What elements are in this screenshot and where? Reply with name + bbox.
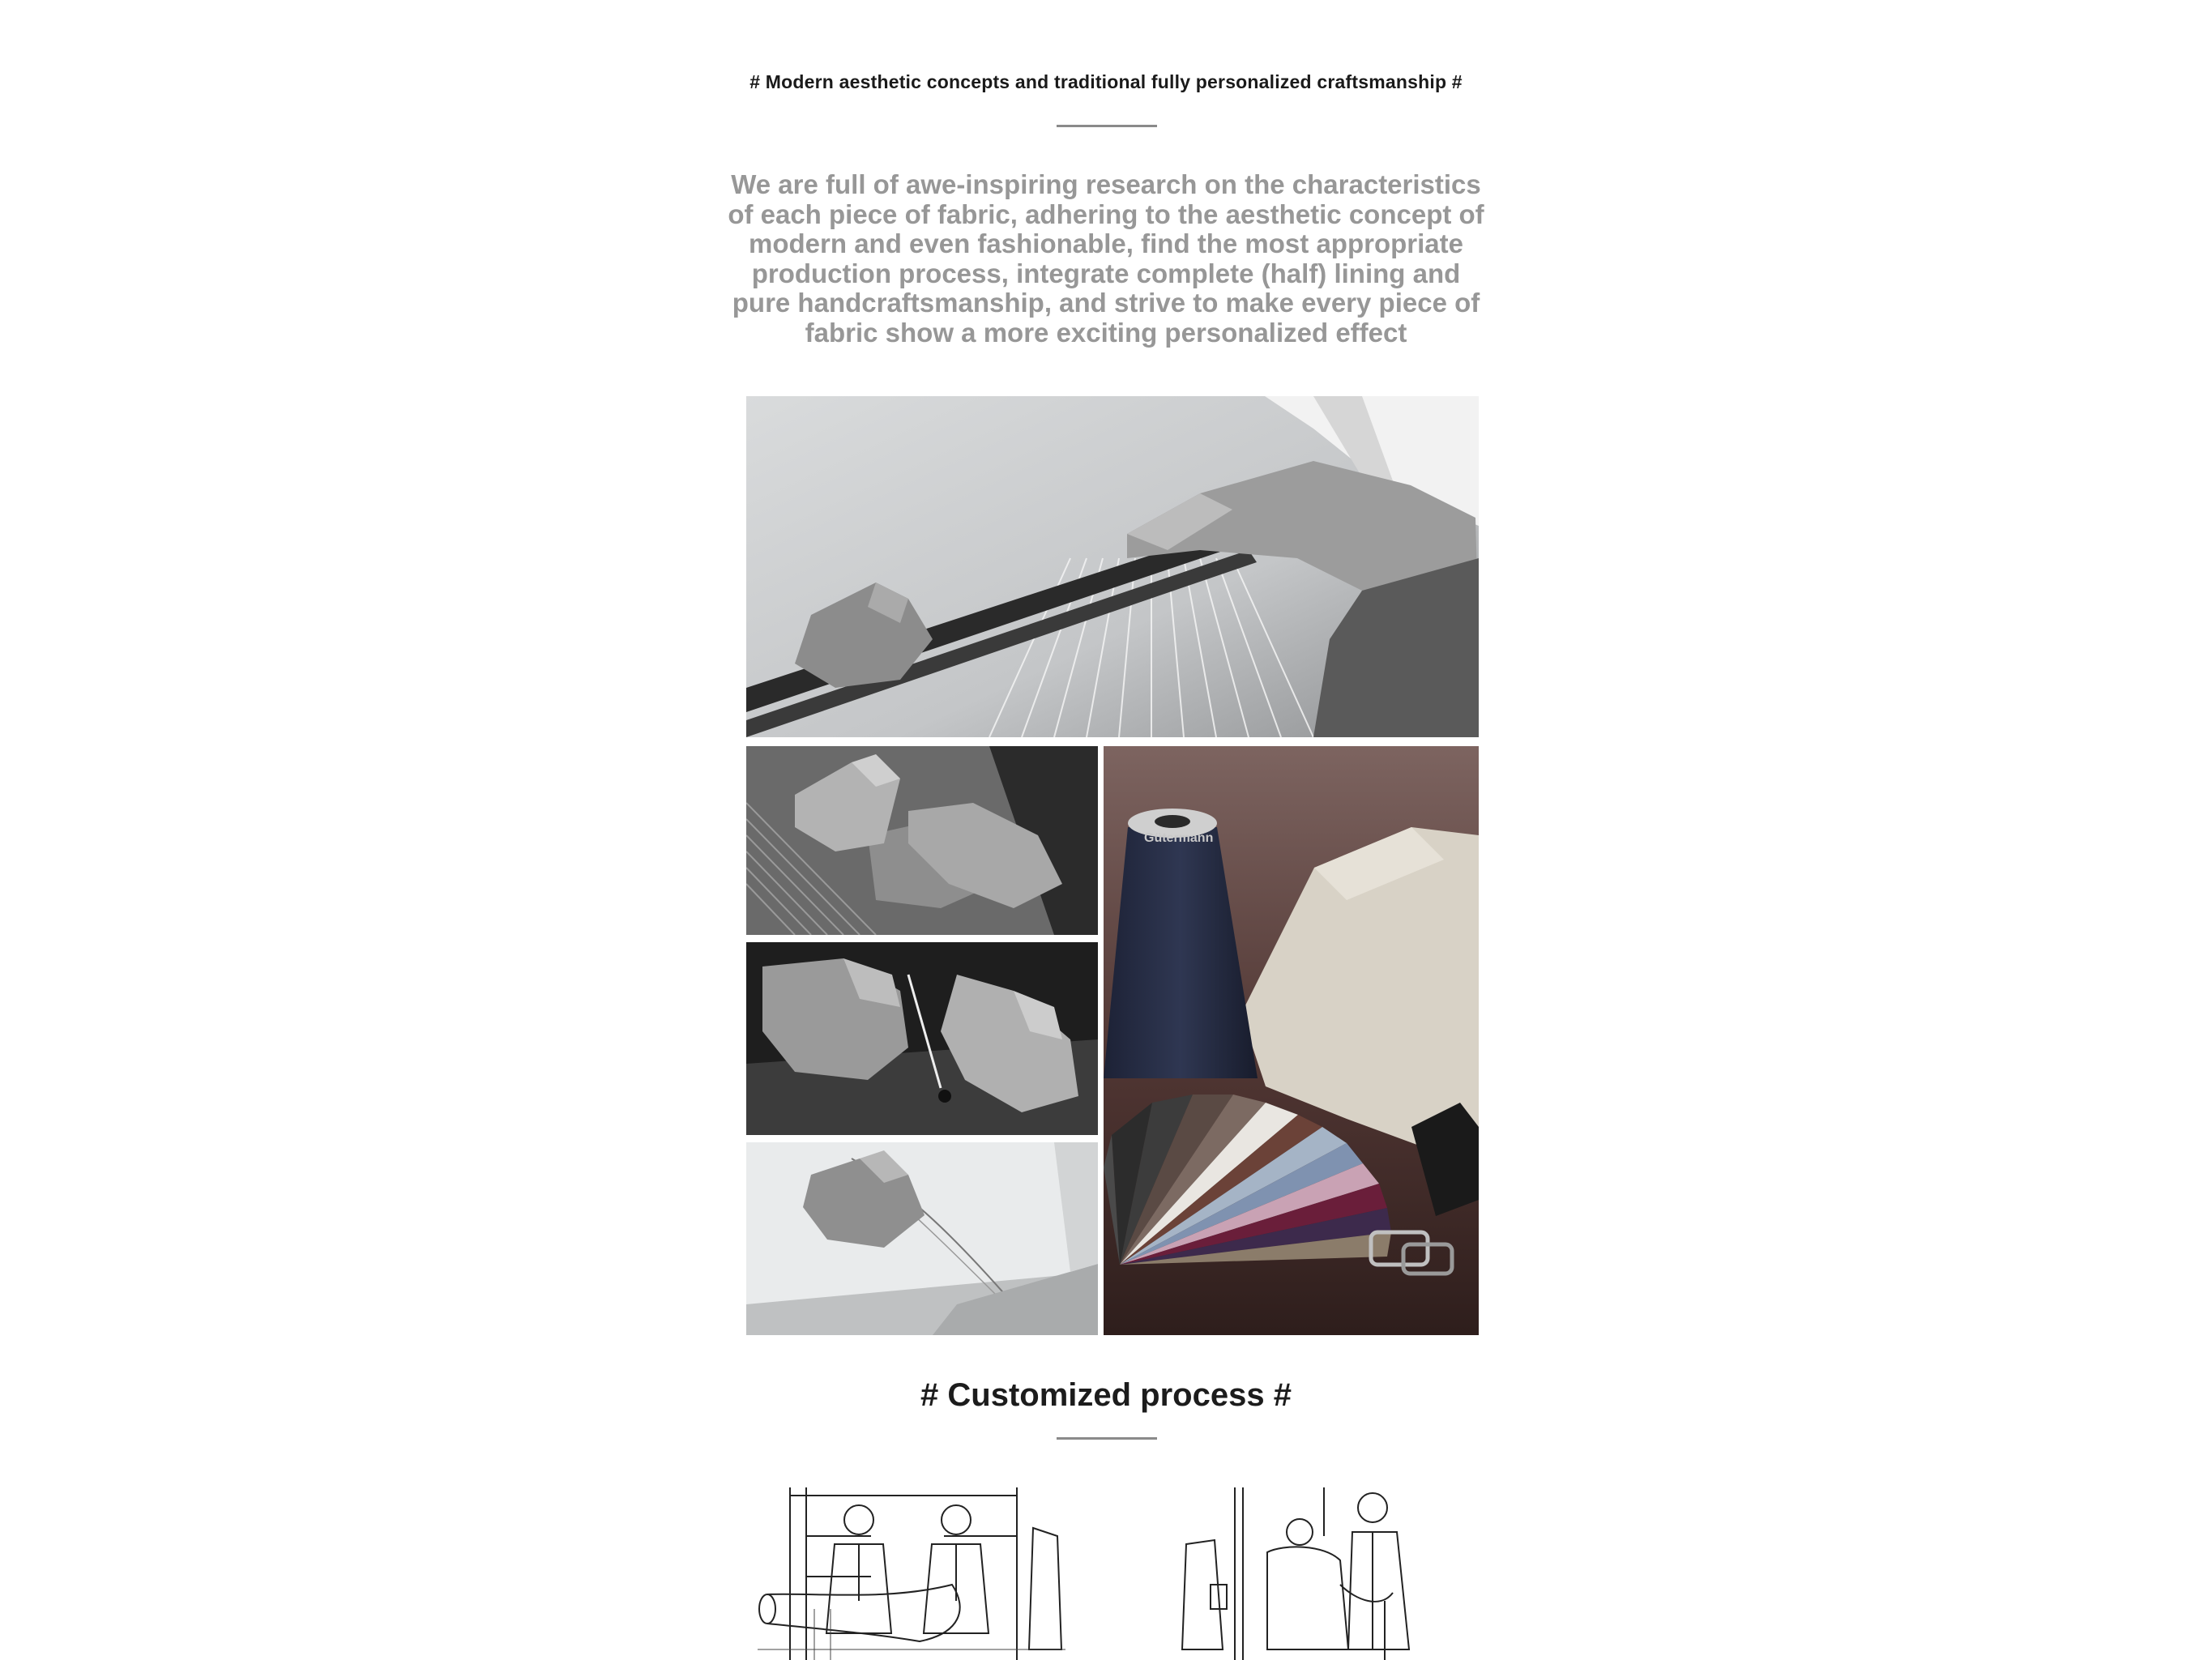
intro-line: of each piece of fabric, adhering to the aesthetic concept of bbox=[728, 198, 1484, 229]
photo-spool-swatches bbox=[1104, 746, 1479, 1335]
intro-line: production process, integrate complete (half) lining and bbox=[751, 258, 1461, 288]
hand-sewing-fabric-icon bbox=[746, 746, 1098, 935]
fabric-selection-sketch-icon bbox=[758, 1487, 1065, 1660]
divider-top bbox=[1057, 125, 1157, 127]
thread-spool-fabric-swatches-icon bbox=[1104, 746, 1479, 1335]
sketch-fabric-selection bbox=[758, 1487, 1065, 1660]
spool-label: Gütermann bbox=[1144, 831, 1214, 845]
section-title-customized-process: # Customized process # bbox=[920, 1377, 1292, 1413]
photo-thread-pulling bbox=[746, 1142, 1098, 1335]
intro-line: fabric show a more exciting personalized effect bbox=[805, 317, 1407, 348]
photo-hand-sewing bbox=[746, 746, 1098, 935]
intro-paragraph bbox=[717, 170, 1495, 348]
intro-line: pure handcraftsmanship, and strive to make every piece of bbox=[732, 288, 1480, 318]
intro-line: modern and even fashionable, find the most appropriate bbox=[749, 228, 1463, 258]
divider-bottom bbox=[1057, 1437, 1157, 1440]
photo-needle-stitching bbox=[746, 942, 1098, 1135]
photo-weaving bbox=[746, 396, 1479, 737]
tagline: # Modern aesthetic concepts and traditional fully personalized craftsmanship # bbox=[749, 71, 1463, 92]
thread-pulling-icon bbox=[746, 1142, 1098, 1335]
sketch-measurement bbox=[1178, 1487, 1437, 1660]
intro-line: We are full of awe-inspiring research on the characteristics bbox=[731, 169, 1481, 199]
needle-stitching-icon bbox=[746, 942, 1098, 1135]
measurement-sketch-icon bbox=[1178, 1487, 1437, 1660]
weaving-loom-hands-icon bbox=[746, 396, 1479, 737]
